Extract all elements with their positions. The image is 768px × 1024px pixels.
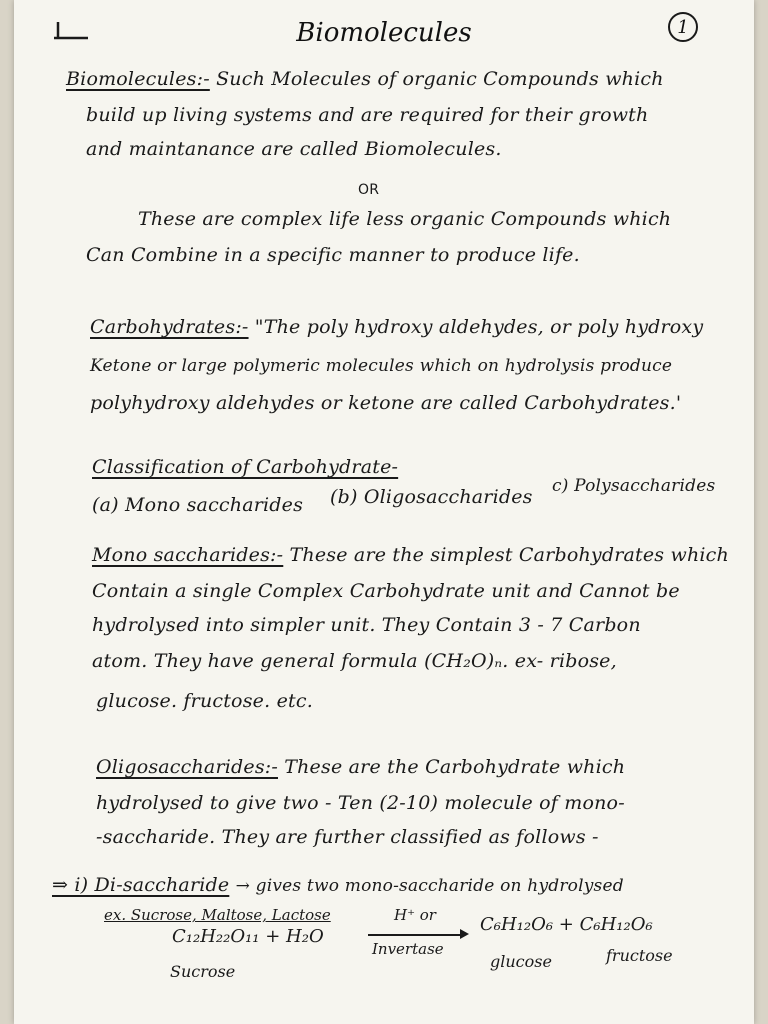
carbohydrates-definition	[90, 316, 703, 338]
oligosaccharides-line-1: These are the Carbohydrate which	[284, 756, 626, 778]
catalyst-enzyme-label: Invertase	[372, 940, 444, 958]
carbohydrates-heading: Carbohydrates:-	[90, 316, 249, 338]
disaccharide-label: ⇒ i) Di-saccharide	[52, 874, 230, 896]
monosaccharides-line-2: Contain a single Complex Carbohydrate unit and Cannot be	[92, 580, 680, 602]
oligosaccharides-line-2: hydrolysed to give two - Ten (2-10) molecule of mono-	[96, 792, 625, 814]
biomolecules-heading: Biomolecules:-	[66, 68, 210, 90]
or-separator: OR	[358, 182, 380, 198]
disaccharide-examples: ex. Sucrose, Maltose, Lactose	[104, 906, 331, 924]
biomolecules-line-1: Such Molecules of organic Compounds which	[216, 68, 664, 90]
carbohydrates-line-3: polyhydroxy aldehydes or ketone are called Carbohydrates.'	[90, 392, 682, 414]
monosaccharides-line-1: These are the simplest Carbohydrates which	[289, 544, 729, 566]
biomolecules-alt-line-1: These are complex life less organic Compounds which	[138, 208, 672, 230]
reaction-arrow-shaft	[368, 934, 462, 936]
classification-item-b: (b) Oligosaccharides	[330, 486, 533, 508]
page-number: 1	[668, 12, 698, 42]
monosaccharides-heading: Mono saccharides:-	[92, 544, 284, 566]
monosaccharides-line-5: glucose. fructose. etc.	[96, 690, 313, 712]
disaccharide-description: → gives two mono-saccharide on hydrolysed	[235, 876, 624, 896]
biomolecules-alt-line-2: Can Combine in a specific manner to produce life.	[86, 244, 580, 266]
biomolecules-line-3: and maintanance are called Biomolecules.	[86, 138, 502, 160]
fructose-label: fructose	[606, 946, 673, 965]
monosaccharides-line-4: atom. They have general formula (CH₂O)ₙ. ex- ribose,	[92, 650, 617, 672]
biomolecules-definition	[66, 68, 664, 90]
oligosaccharides-line-3: -saccharide. They are further classified as follows -	[96, 826, 599, 848]
hydrolysis-products: C₆H₁₂O₆ + C₆H₁₂O₆	[480, 914, 653, 935]
sucrose-hydrolysis-reactants: C₁₂H₂₂O₁₁ + H₂O	[172, 926, 324, 947]
monosaccharides-definition	[92, 544, 729, 566]
carbohydrates-line-1: "The poly hydroxy aldehydes, or poly hydroxy	[254, 316, 704, 338]
oligosaccharides-definition	[96, 756, 625, 778]
oligosaccharides-heading: Oligosaccharides:-	[96, 756, 278, 778]
catalyst-label: H⁺ or	[394, 906, 436, 924]
classification-heading: Classification of Carbohydrate-	[92, 456, 399, 478]
page-title: Biomolecules	[296, 18, 472, 48]
glucose-label: glucose	[490, 952, 552, 971]
classification-item-c: c) Polysaccharides	[552, 476, 716, 496]
carbohydrates-line-2: Ketone or large polymeric molecules which on hydrolysis produce	[90, 356, 673, 376]
monosaccharides-line-3: hydrolysed into simpler unit. They Contain 3 - 7 Carbon	[92, 614, 641, 636]
sucrose-label: Sucrose	[170, 962, 236, 981]
disaccharide-line	[52, 874, 624, 896]
classification-item-a: (a) Mono saccharides	[92, 494, 304, 516]
reaction-arrow-icon	[460, 929, 469, 939]
biomolecules-line-2: build up living systems and are required for their growth	[86, 104, 649, 126]
